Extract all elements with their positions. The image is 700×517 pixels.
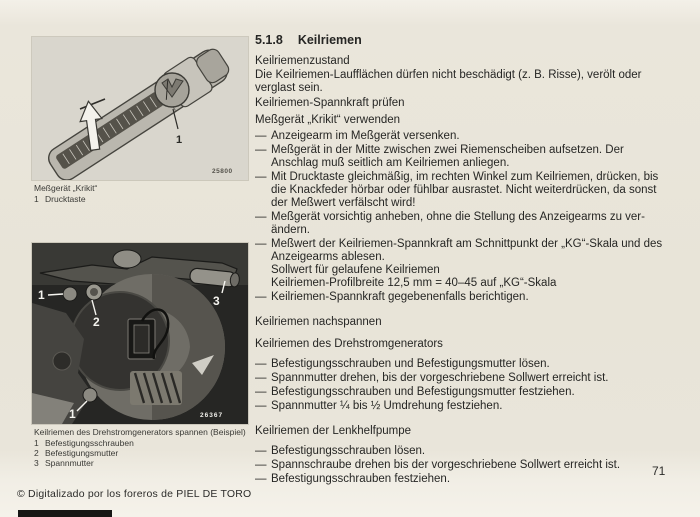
dash-bullet: — — [255, 358, 267, 370]
dash-bullet: — — [255, 144, 267, 156]
section-title: Keilriemen — [297, 33, 362, 47]
text-line: Befestigungsschrauben und Befestigungsmutter festziehen. — [271, 386, 575, 398]
list-item — [255, 358, 692, 371]
krikit-gauge-illustration — [32, 37, 248, 180]
legend-number: 1 — [34, 438, 39, 448]
list-item — [255, 400, 692, 413]
list-item — [255, 144, 692, 170]
tool-heading: Meßgerät „Krikit“ verwenden — [255, 114, 401, 126]
text-line: Anzeigearm im Meßgerät versenken. — [271, 130, 460, 142]
caption-title: Keilriemen des Drehstromgenerators spannen (Beispiel) — [34, 427, 246, 437]
list-item — [255, 130, 692, 143]
dash-bullet: — — [255, 211, 267, 223]
text-line: die Knackfeder hörbar oder fühlbar ausrastet. Nicht weiterdrücken, da sonst — [271, 184, 657, 196]
dash-bullet: — — [255, 171, 267, 183]
dash-bullet: — — [255, 238, 267, 250]
list-item — [255, 171, 692, 210]
dash-bullet: — — [255, 400, 267, 412]
text-line: Anschlag muß seitlich am Keilriemen anliegen. — [271, 157, 510, 169]
list-item — [255, 386, 692, 399]
callout-3: 3 — [213, 294, 220, 308]
scan-watermark: © Digitalizado por los foreros de PIEL DE TORO — [17, 488, 252, 500]
legend-row — [34, 194, 248, 204]
text-line: Meßgerät vorsichtig anheben, ohne die Stellung des Anzeigearms zu ver- — [271, 211, 645, 223]
page-number: 71 — [652, 464, 666, 478]
text-line: Befestigungsschrauben lösen. — [271, 445, 426, 457]
text-line: der Meßwert verfälscht wird! — [271, 197, 416, 209]
list-item — [255, 238, 692, 290]
legend-number: 1 — [34, 194, 39, 204]
text-line: Spannmutter ¼ bis ½ Umdrehung festziehen. — [271, 400, 503, 412]
caption-title: Meßgerät „Krikit“ — [34, 183, 98, 193]
callout-1-top: 1 — [38, 288, 45, 302]
dash-bullet: — — [255, 372, 267, 384]
text-line: Die Keilriemen-Laufflächen dürfen nicht beschädigt (z. B. Risse), verölt oder — [255, 69, 642, 81]
list-item — [255, 372, 692, 385]
list-item — [255, 459, 692, 472]
section-heading — [255, 33, 692, 47]
callout-1-bottom: 1 — [69, 407, 76, 421]
alternator-photo — [32, 243, 248, 424]
list-item — [255, 291, 692, 304]
dash-bullet: — — [255, 459, 267, 471]
text-line: Befestigungsschrauben und Befestigungsmutter lösen. — [271, 358, 550, 370]
text-line: Meßwert der Keilriemen-Spannkraft am Schnittpunkt der „KG“-Skala und des — [271, 238, 663, 250]
body-text-column — [255, 33, 692, 487]
dash-bullet: — — [255, 291, 267, 303]
dash-bullet: — — [255, 473, 267, 485]
legend-row — [34, 458, 248, 468]
text-line: Keilriemen-Profilbreite 12,5 mm = 40–45 auf „KG“-Skala — [271, 277, 557, 289]
alternator-photo-figure — [32, 243, 248, 424]
text-line: Keilriemen-Spannkraft gegebenenfalls berichtigen. — [271, 291, 529, 303]
text-line: Mit Drucktaste gleichmäßig, im rechten Winkel zum Keilriemen, drücken, bis — [271, 171, 659, 183]
pump-list — [255, 445, 692, 486]
legend-label: Drucktaste — [45, 194, 86, 204]
retension-heading: Keilriemen nachspannen — [255, 316, 382, 328]
list-item — [255, 445, 692, 458]
photo-id-label: 25800 — [212, 168, 233, 175]
legend-label: Spannmutter — [45, 458, 94, 468]
drucktaste-knob — [155, 73, 189, 107]
legend-number: 3 — [34, 458, 39, 468]
list-item — [255, 473, 692, 486]
generator-heading: Keilriemen des Drehstromgenerators — [255, 338, 443, 350]
alternator-caption — [34, 427, 248, 468]
text-line: Spannmutter drehen, bis der vorgeschriebene Sollwert erreicht ist. — [271, 372, 609, 384]
dash-bullet: — — [255, 386, 267, 398]
legend-label: Befestigungsmutter — [45, 448, 119, 458]
scan-edge-artifact — [18, 510, 112, 517]
text-line: Meßgerät in der Mitte zwischen zwei Riemenscheiben aufsetzen. Der — [271, 144, 624, 156]
photo-id-label: 26367 — [200, 412, 224, 419]
generator-list — [255, 358, 692, 413]
condition-paragraph — [255, 69, 692, 95]
callout-1-drucktaste: 1 — [176, 134, 183, 146]
legend-row — [34, 448, 248, 458]
dash-bullet: — — [255, 130, 267, 142]
text-line: verglast sein. — [255, 82, 323, 94]
text-line: Befestigungsschrauben festziehen. — [271, 473, 451, 485]
text-line: Sollwert für gelaufene Keilriemen — [271, 264, 440, 276]
text-line: Anzeigearms ablesen. — [271, 251, 385, 263]
legend-label: Befestigungsschrauben — [45, 438, 134, 448]
condition-heading: Keilriemenzustand — [255, 55, 350, 67]
text-line: ändern. — [271, 224, 311, 236]
dash-bullet: — — [255, 445, 267, 457]
text-line: Spannschraube drehen bis der vorgeschriebene Sollwert erreicht ist. — [271, 459, 621, 471]
callout-2: 2 — [93, 315, 100, 329]
legend-row — [34, 438, 248, 448]
section-number: 5.1.8 — [255, 33, 283, 47]
legend-number: 2 — [34, 448, 39, 458]
list-item — [255, 211, 692, 237]
pump-heading: Keilriemen der Lenkhelfpumpe — [255, 425, 411, 437]
krikit-caption — [34, 183, 248, 204]
check-heading: Keilriemen-Spannkraft prüfen — [255, 97, 405, 109]
krikit-gauge-figure — [32, 37, 248, 180]
figure-column — [32, 37, 248, 482]
